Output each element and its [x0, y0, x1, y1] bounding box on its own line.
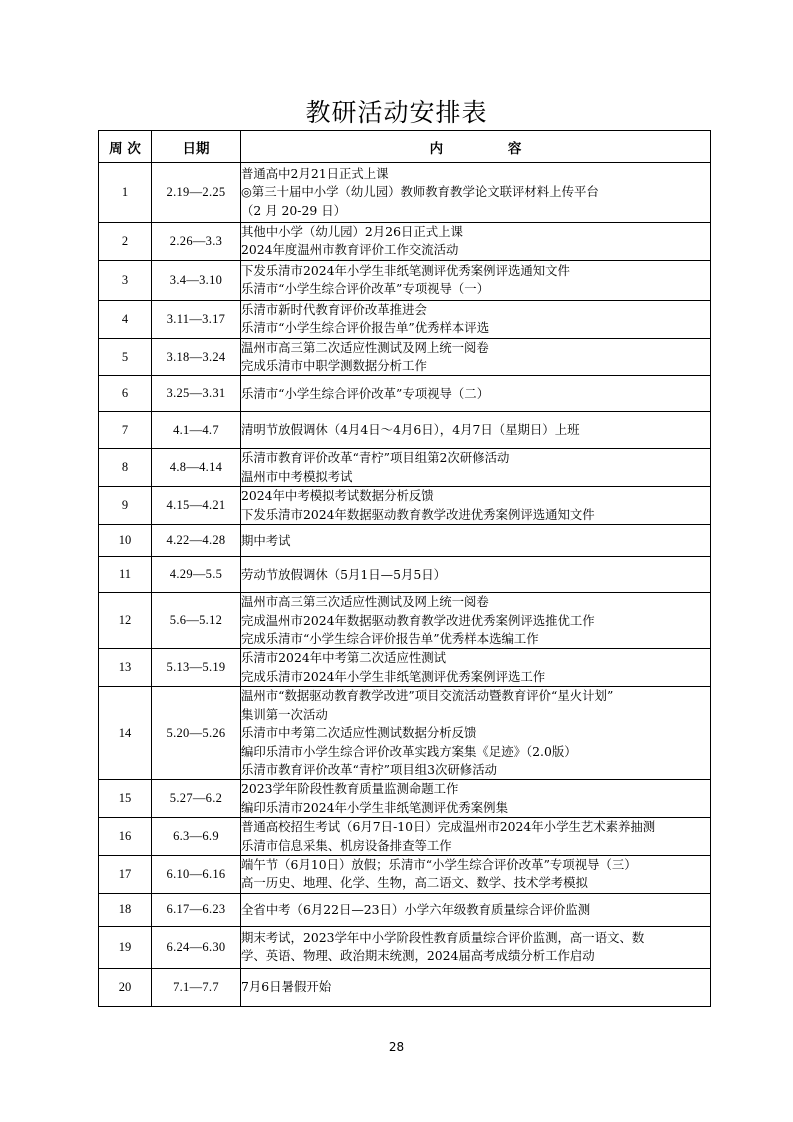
table-row	[99, 449, 711, 487]
date-cell: 4.29—5.5	[152, 557, 241, 593]
content-line: 完成乐清市“小学生综合评价报告单”优秀样本选编工作	[241, 631, 539, 647]
week-cell: 16	[99, 818, 152, 856]
table-header-row	[99, 131, 711, 163]
content-line: 温州市高三第三次适应性测试及网上统一阅卷	[241, 594, 489, 610]
table-row	[99, 926, 711, 968]
content-line: 期末考试，2023学年中小学阶段性教育质量综合评价监测，高一语文、数	[241, 929, 645, 945]
content-cell	[241, 818, 711, 856]
date-cell: 5.20—5.26	[152, 687, 241, 780]
week-cell: 17	[99, 855, 152, 893]
date-cell: 5.27—6.2	[152, 780, 241, 818]
content-line: 学、英语、物理、政治期末统测，2024届高考成绩分析工作启动	[241, 948, 595, 964]
content-cell	[241, 412, 711, 449]
week-cell: 1	[99, 163, 152, 223]
content-line: 乐清市信息采集、机房设备排查等工作	[241, 837, 452, 853]
content-cell	[241, 780, 711, 818]
week-cell: 10	[99, 525, 152, 557]
week-cell: 7	[99, 412, 152, 449]
content-line: 端午节（6月10日）放假；乐清市“小学生综合评价改革”专项视导（三）	[241, 856, 637, 872]
content-cell	[241, 300, 711, 338]
table-row	[99, 780, 711, 818]
week-cell: 8	[99, 449, 152, 487]
date-cell: 6.24—6.30	[152, 926, 241, 968]
content-line: 7月6日暑假开始	[241, 979, 332, 995]
table-row	[99, 818, 711, 856]
content-cell	[241, 926, 711, 968]
table-row	[99, 412, 711, 449]
date-cell: 3.4—3.10	[152, 260, 241, 300]
content-line: 完成乐清市中职学测数据分析工作	[241, 358, 427, 374]
date-cell: 3.18—3.24	[152, 338, 241, 376]
content-line: 温州市高三第二次适应性测试及网上统一阅卷	[241, 339, 489, 355]
schedule-table	[98, 130, 711, 1007]
content-line: 期中考试	[241, 532, 291, 548]
date-cell: 3.11—3.17	[152, 300, 241, 338]
week-cell: 6	[99, 376, 152, 412]
table-row	[99, 968, 711, 1006]
content-cell	[241, 855, 711, 893]
content-cell	[241, 649, 711, 687]
table-row	[99, 557, 711, 593]
content-line: 其他中小学（幼儿园）2月26日正式上课	[241, 224, 463, 239]
content-cell	[241, 338, 711, 376]
date-cell: 4.15—4.21	[152, 487, 241, 525]
content-line: 编印乐清市2024年小学生非纸笔测评优秀案例集	[241, 799, 508, 815]
date-cell: 2.19—2.25	[152, 163, 241, 223]
content-line: 2023学年阶段性教育质量监测命题工作	[241, 781, 459, 797]
content-line: 编印乐清市小学生综合评价改革实践方案集《足迹》（2.0版）	[241, 743, 577, 759]
content-line: 高一历史、地理、化学、生物，高二语文、数学、技术学考模拟	[241, 875, 588, 891]
content-line: 乐清市新时代教育评价改革推进会	[241, 301, 427, 317]
table-row	[99, 593, 711, 649]
content-line: 2024年中考模拟考试数据分析反馈	[241, 488, 434, 504]
content-cell	[241, 893, 711, 926]
table-row	[99, 525, 711, 557]
week-cell: 12	[99, 593, 152, 649]
content-line: 普通高校招生考试（6月7日-10日）完成温州市2024年小学生艺术素养抽测	[241, 819, 656, 835]
week-cell: 18	[99, 893, 152, 926]
content-line: 乐清市中考第二次适应性测试数据分析反馈	[241, 725, 477, 741]
table-row	[99, 487, 711, 525]
table-row	[99, 338, 711, 376]
table-row	[99, 163, 711, 223]
content-cell	[241, 260, 711, 300]
schedule-body	[99, 163, 711, 1007]
content-cell	[241, 376, 711, 412]
date-cell: 2.26—3.3	[152, 223, 241, 261]
content-line: 劳动节放假调休（5月1日—5月5日）	[241, 566, 447, 582]
date-cell: 4.22—4.28	[152, 525, 241, 557]
content-line: 乐清市教育评价改革“青柠”项目组第2次研修活动	[241, 450, 510, 466]
content-cell	[241, 968, 711, 1006]
content-line: 全省中考（6月22日—23日）小学六年级教育质量综合评价监测	[241, 901, 591, 917]
content-cell	[241, 593, 711, 649]
content-line: 乐清市“小学生综合评价改革”专项视导（二）	[241, 385, 490, 401]
content-line: 温州市“数据驱动教育教学改进”项目交流活动暨教育评价“星火计划”	[241, 688, 614, 704]
content-line: 下发乐清市2024年数据驱动教育教学改进优秀案例评选通知文件	[241, 506, 595, 522]
week-cell: 5	[99, 338, 152, 376]
table-row	[99, 687, 711, 780]
week-cell: 19	[99, 926, 152, 968]
week-cell: 2	[99, 223, 152, 261]
week-cell: 20	[99, 968, 152, 1006]
content-line: 乐清市2024年中考第二次适应性测试	[241, 650, 447, 666]
date-cell: 3.25—3.31	[152, 376, 241, 412]
week-cell: 3	[99, 260, 152, 300]
table-row	[99, 649, 711, 687]
content-line: 乐清市教育评价改革“青柠”项目组3次研修活动	[241, 761, 497, 777]
content-cell	[241, 557, 711, 593]
date-cell: 6.10—6.16	[152, 855, 241, 893]
content-line: 温州市中考模拟考试	[241, 468, 353, 484]
date-cell: 5.6—5.12	[152, 593, 241, 649]
content-line: 2024年度温州市教育评价工作交流活动	[241, 242, 459, 258]
date-cell: 4.8—4.14	[152, 449, 241, 487]
content-line: ◎第三十届中小学（幼儿园）教师教育教学论文联评材料上传平台	[241, 184, 599, 200]
week-cell: 4	[99, 300, 152, 338]
content-cell	[241, 223, 711, 261]
content-line: 乐清市“小学生综合评价改革”专项视导（一）	[241, 281, 490, 297]
content-line: 清明节放假调休（4月4日～4月6日），4月7日（星期日）上班	[241, 422, 580, 438]
header-week: 周 次	[99, 131, 152, 163]
date-cell: 6.17—6.23	[152, 893, 241, 926]
content-line: 完成乐清市2024年小学生非纸笔测评优秀案例评选工作	[241, 668, 546, 684]
week-cell: 15	[99, 780, 152, 818]
header-content	[241, 131, 711, 163]
content-line: 乐清市“小学生综合评价报告单”优秀样本评选	[241, 320, 490, 336]
week-cell: 9	[99, 487, 152, 525]
table-row	[99, 223, 711, 261]
table-row	[99, 376, 711, 412]
date-cell: 4.1—4.7	[152, 412, 241, 449]
content-line: 下发乐清市2024年小学生非纸笔测评优秀案例评选通知文件	[241, 262, 570, 278]
page-title: 教研活动安排表	[305, 98, 488, 127]
content-line: （2 月 20-29 日）	[241, 202, 346, 218]
header-date: 日期	[152, 131, 241, 163]
content-line: 完成温州市2024年数据驱动教育教学改进优秀案例评选推优工作	[241, 612, 595, 628]
content-cell	[241, 525, 711, 557]
table-row	[99, 300, 711, 338]
content-cell	[241, 163, 711, 223]
page-number: 28	[388, 1040, 405, 1054]
table-row	[99, 893, 711, 926]
content-line: 集训第一次活动	[241, 706, 328, 722]
table-row	[99, 260, 711, 300]
date-cell: 5.13—5.19	[152, 649, 241, 687]
content-cell	[241, 687, 711, 780]
date-cell: 7.1—7.7	[152, 968, 241, 1006]
header-content-label: 内 容	[429, 140, 522, 157]
week-cell: 14	[99, 687, 152, 780]
week-cell: 11	[99, 557, 152, 593]
content-line: 普通高中2月21日正式上课	[241, 165, 389, 181]
date-cell: 6.3—6.9	[152, 818, 241, 856]
content-cell	[241, 487, 711, 525]
content-cell	[241, 449, 711, 487]
table-row	[99, 855, 711, 893]
week-cell: 13	[99, 649, 152, 687]
